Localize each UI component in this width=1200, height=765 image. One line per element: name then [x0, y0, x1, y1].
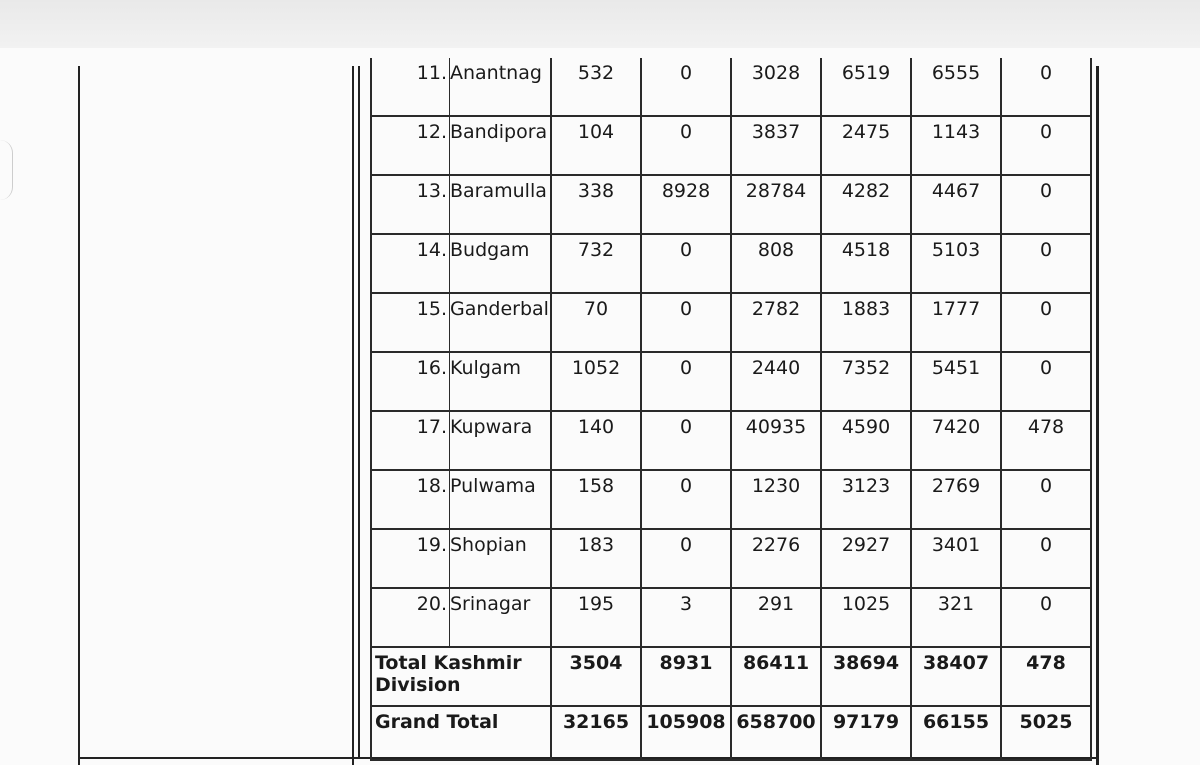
total-value-cell: 5025 [1001, 706, 1091, 760]
district-name-cell: Budgam [450, 234, 552, 293]
value-cell: 0 [1001, 116, 1091, 175]
table-row [371, 234, 1091, 293]
total-value-cell: 38694 [821, 647, 911, 706]
value-cell: 0 [1001, 293, 1091, 352]
value-cell: 1777 [911, 293, 1001, 352]
value-cell: 183 [551, 529, 641, 588]
table-row [371, 588, 1091, 647]
value-cell: 2927 [821, 529, 911, 588]
total-label-cell: Grand Total [371, 706, 551, 760]
total-value-cell: 66155 [911, 706, 1001, 760]
district-name-cell: Ganderbal [450, 293, 552, 352]
value-cell: 3028 [731, 58, 821, 116]
value-cell: 0 [1001, 58, 1091, 116]
value-cell: 0 [1001, 234, 1091, 293]
table-body [371, 58, 1091, 760]
value-cell: 3 [641, 588, 731, 647]
value-cell: 338 [551, 175, 641, 234]
district-name-cell: Kupwara [450, 411, 552, 470]
value-cell: 532 [551, 58, 641, 116]
table-row [371, 470, 1091, 529]
value-cell: 4282 [821, 175, 911, 234]
total-value-cell: 105908 [641, 706, 731, 760]
table-row [371, 352, 1091, 411]
value-cell: 0 [1001, 529, 1091, 588]
value-cell: 0 [1001, 470, 1091, 529]
district-data-table [370, 58, 1092, 761]
serial-number-cell: 17. [371, 411, 450, 470]
total-label-cell: Total Kashmir Division [371, 647, 551, 706]
value-cell: 7352 [821, 352, 911, 411]
value-cell: 2475 [821, 116, 911, 175]
value-cell: 1025 [821, 588, 911, 647]
frame-middle-border [352, 66, 354, 765]
value-cell: 5451 [911, 352, 1001, 411]
value-cell: 0 [1001, 352, 1091, 411]
value-cell: 0 [641, 293, 731, 352]
value-cell: 104 [551, 116, 641, 175]
value-cell: 4518 [821, 234, 911, 293]
total-value-cell: 478 [1001, 647, 1091, 706]
total-value-cell: 658700 [731, 706, 821, 760]
value-cell: 2440 [731, 352, 821, 411]
frame-right-border [1096, 66, 1099, 765]
value-cell: 28784 [731, 175, 821, 234]
value-cell: 3837 [731, 116, 821, 175]
value-cell: 158 [551, 470, 641, 529]
frame-left-border [78, 66, 80, 765]
district-name-cell: Srinagar [450, 588, 552, 647]
table-row [371, 116, 1091, 175]
district-name-cell: Baramulla [450, 175, 552, 234]
serial-number-cell: 19. [371, 529, 450, 588]
value-cell: 195 [551, 588, 641, 647]
value-cell: 0 [641, 529, 731, 588]
table-row [371, 529, 1091, 588]
value-cell: 0 [641, 352, 731, 411]
value-cell: 4590 [821, 411, 911, 470]
serial-number-cell: 14. [371, 234, 450, 293]
scan-top-margin [0, 0, 1200, 55]
value-cell: 0 [1001, 588, 1091, 647]
value-cell: 3401 [911, 529, 1001, 588]
value-cell: 70 [551, 293, 641, 352]
value-cell: 6519 [821, 58, 911, 116]
value-cell: 4467 [911, 175, 1001, 234]
value-cell: 2769 [911, 470, 1001, 529]
value-cell: 1143 [911, 116, 1001, 175]
table-row [371, 175, 1091, 234]
total-value-cell: 3504 [551, 647, 641, 706]
total-kashmir-row [371, 647, 1091, 706]
value-cell: 5103 [911, 234, 1001, 293]
value-cell: 291 [731, 588, 821, 647]
serial-number-cell: 15. [371, 293, 450, 352]
grand-total-row [371, 706, 1091, 760]
total-value-cell: 38407 [911, 647, 1001, 706]
value-cell: 3123 [821, 470, 911, 529]
serial-number-cell: 16. [371, 352, 450, 411]
value-cell: 808 [731, 234, 821, 293]
total-value-cell: 86411 [731, 647, 821, 706]
value-cell: 140 [551, 411, 641, 470]
value-cell: 0 [1001, 175, 1091, 234]
serial-number-cell: 11. [371, 58, 450, 116]
scan-edge-mark [0, 140, 13, 200]
district-name-cell: Pulwama [450, 470, 552, 529]
serial-number-cell: 12. [371, 116, 450, 175]
table-row [371, 58, 1091, 116]
value-cell: 321 [911, 588, 1001, 647]
value-cell: 1230 [731, 470, 821, 529]
value-cell: 0 [641, 470, 731, 529]
value-cell: 1052 [551, 352, 641, 411]
district-name-cell: Shopian [450, 529, 552, 588]
inner-table-left-border [358, 66, 360, 757]
total-value-cell: 97179 [821, 706, 911, 760]
value-cell: 7420 [911, 411, 1001, 470]
value-cell: 478 [1001, 411, 1091, 470]
value-cell: 0 [641, 234, 731, 293]
value-cell: 0 [641, 411, 731, 470]
value-cell: 732 [551, 234, 641, 293]
district-name-cell: Anantnag [450, 58, 552, 116]
district-name-cell: Bandipora [450, 116, 552, 175]
total-value-cell: 8931 [641, 647, 731, 706]
value-cell: 0 [641, 58, 731, 116]
value-cell: 2782 [731, 293, 821, 352]
total-value-cell: 32165 [551, 706, 641, 760]
value-cell: 6555 [911, 58, 1001, 116]
value-cell: 8928 [641, 175, 731, 234]
district-name-cell: Kulgam [450, 352, 552, 411]
value-cell: 2276 [731, 529, 821, 588]
serial-number-cell: 18. [371, 470, 450, 529]
table-row [371, 293, 1091, 352]
serial-number-cell: 13. [371, 175, 450, 234]
value-cell: 40935 [731, 411, 821, 470]
table-row [371, 411, 1091, 470]
value-cell: 0 [641, 116, 731, 175]
value-cell: 1883 [821, 293, 911, 352]
serial-number-cell: 20. [371, 588, 450, 647]
